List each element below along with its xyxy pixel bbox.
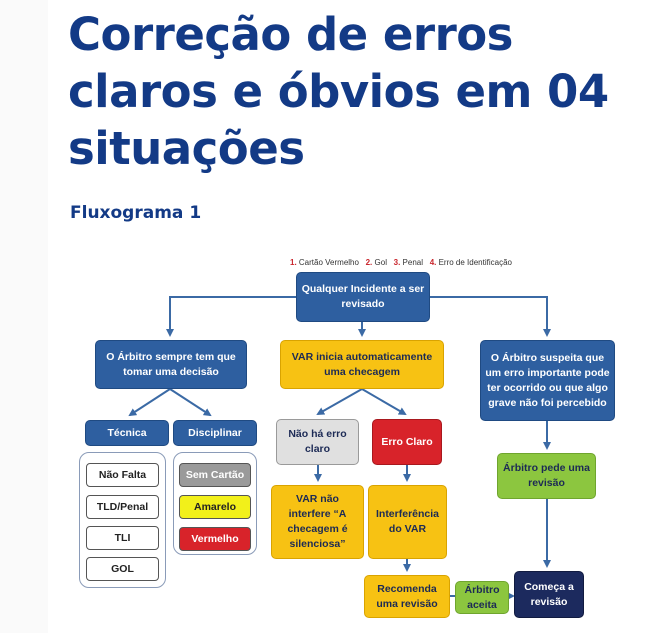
node-no-error: Não há erro claro [276,419,359,465]
node-referee-accepts: Árbitro aceita [455,581,509,614]
technical-item-3: TLI [86,526,159,550]
connector-to-no-error [318,389,362,414]
node-disciplinar: Disciplinar [173,420,257,446]
title-line-3: situações [68,122,305,175]
node-incident: Qualquer Incidente a ser revisado [296,272,430,322]
node-clear-error: Erro Claro [372,419,442,465]
legend-label-2: Gol [374,258,387,267]
node-recommends-review: Recomenda uma revisão [364,575,450,618]
connector-incident-left [170,297,296,335]
node-referee-asks-review: Árbitro pede uma revisão [497,453,596,499]
node-var-interferes: Interferência do VAR [368,485,447,559]
node-referee-decides: O Árbitro sempre tem que tomar uma decisão [95,340,247,389]
technical-item-2: TLD/Penal [86,495,159,519]
title-line-1: Correção de erros [68,8,513,61]
connector-to-disciplinar [170,389,210,415]
node-tecnica: Técnica [85,420,169,446]
technical-item-4: GOL [86,557,159,581]
connector-incident-right [430,297,547,335]
flowchart-subtitle: Fluxograma 1 [70,203,202,223]
node-var-no-interfere: VAR não interfere “A checagem é silenciosa” [271,485,364,559]
legend-label-1: Cartão Vermelho [298,258,359,267]
connector-to-tecnica [130,389,170,415]
node-referee-suspects: O Árbitro suspeita que um erro importante pode ter ocorrido ou que algo grave não foi percebido [480,340,615,421]
legend-num-2: 2. [365,258,373,267]
technical-item-1: Não Falta [86,463,159,487]
legend-num-3: 3. [393,258,401,267]
disciplinary-item-red: Vermelho [179,527,251,551]
legend-label-3: Penal [402,258,424,267]
legend-num-4: 4. [429,258,437,267]
connector-to-clear-error [362,389,405,414]
title-line-2: claros e óbvios em 04 [68,65,609,118]
node-review-starts: Começa a revisão [514,571,584,618]
legend-num-1: 1. [290,258,297,267]
node-var-checks: VAR inicia automaticamente uma checagem [280,340,444,389]
legend-label-4: Erro de Identificação [438,258,512,267]
disciplinary-item-no-card: Sem Cartão [179,463,251,487]
disciplinary-item-yellow: Amarelo [179,495,251,519]
